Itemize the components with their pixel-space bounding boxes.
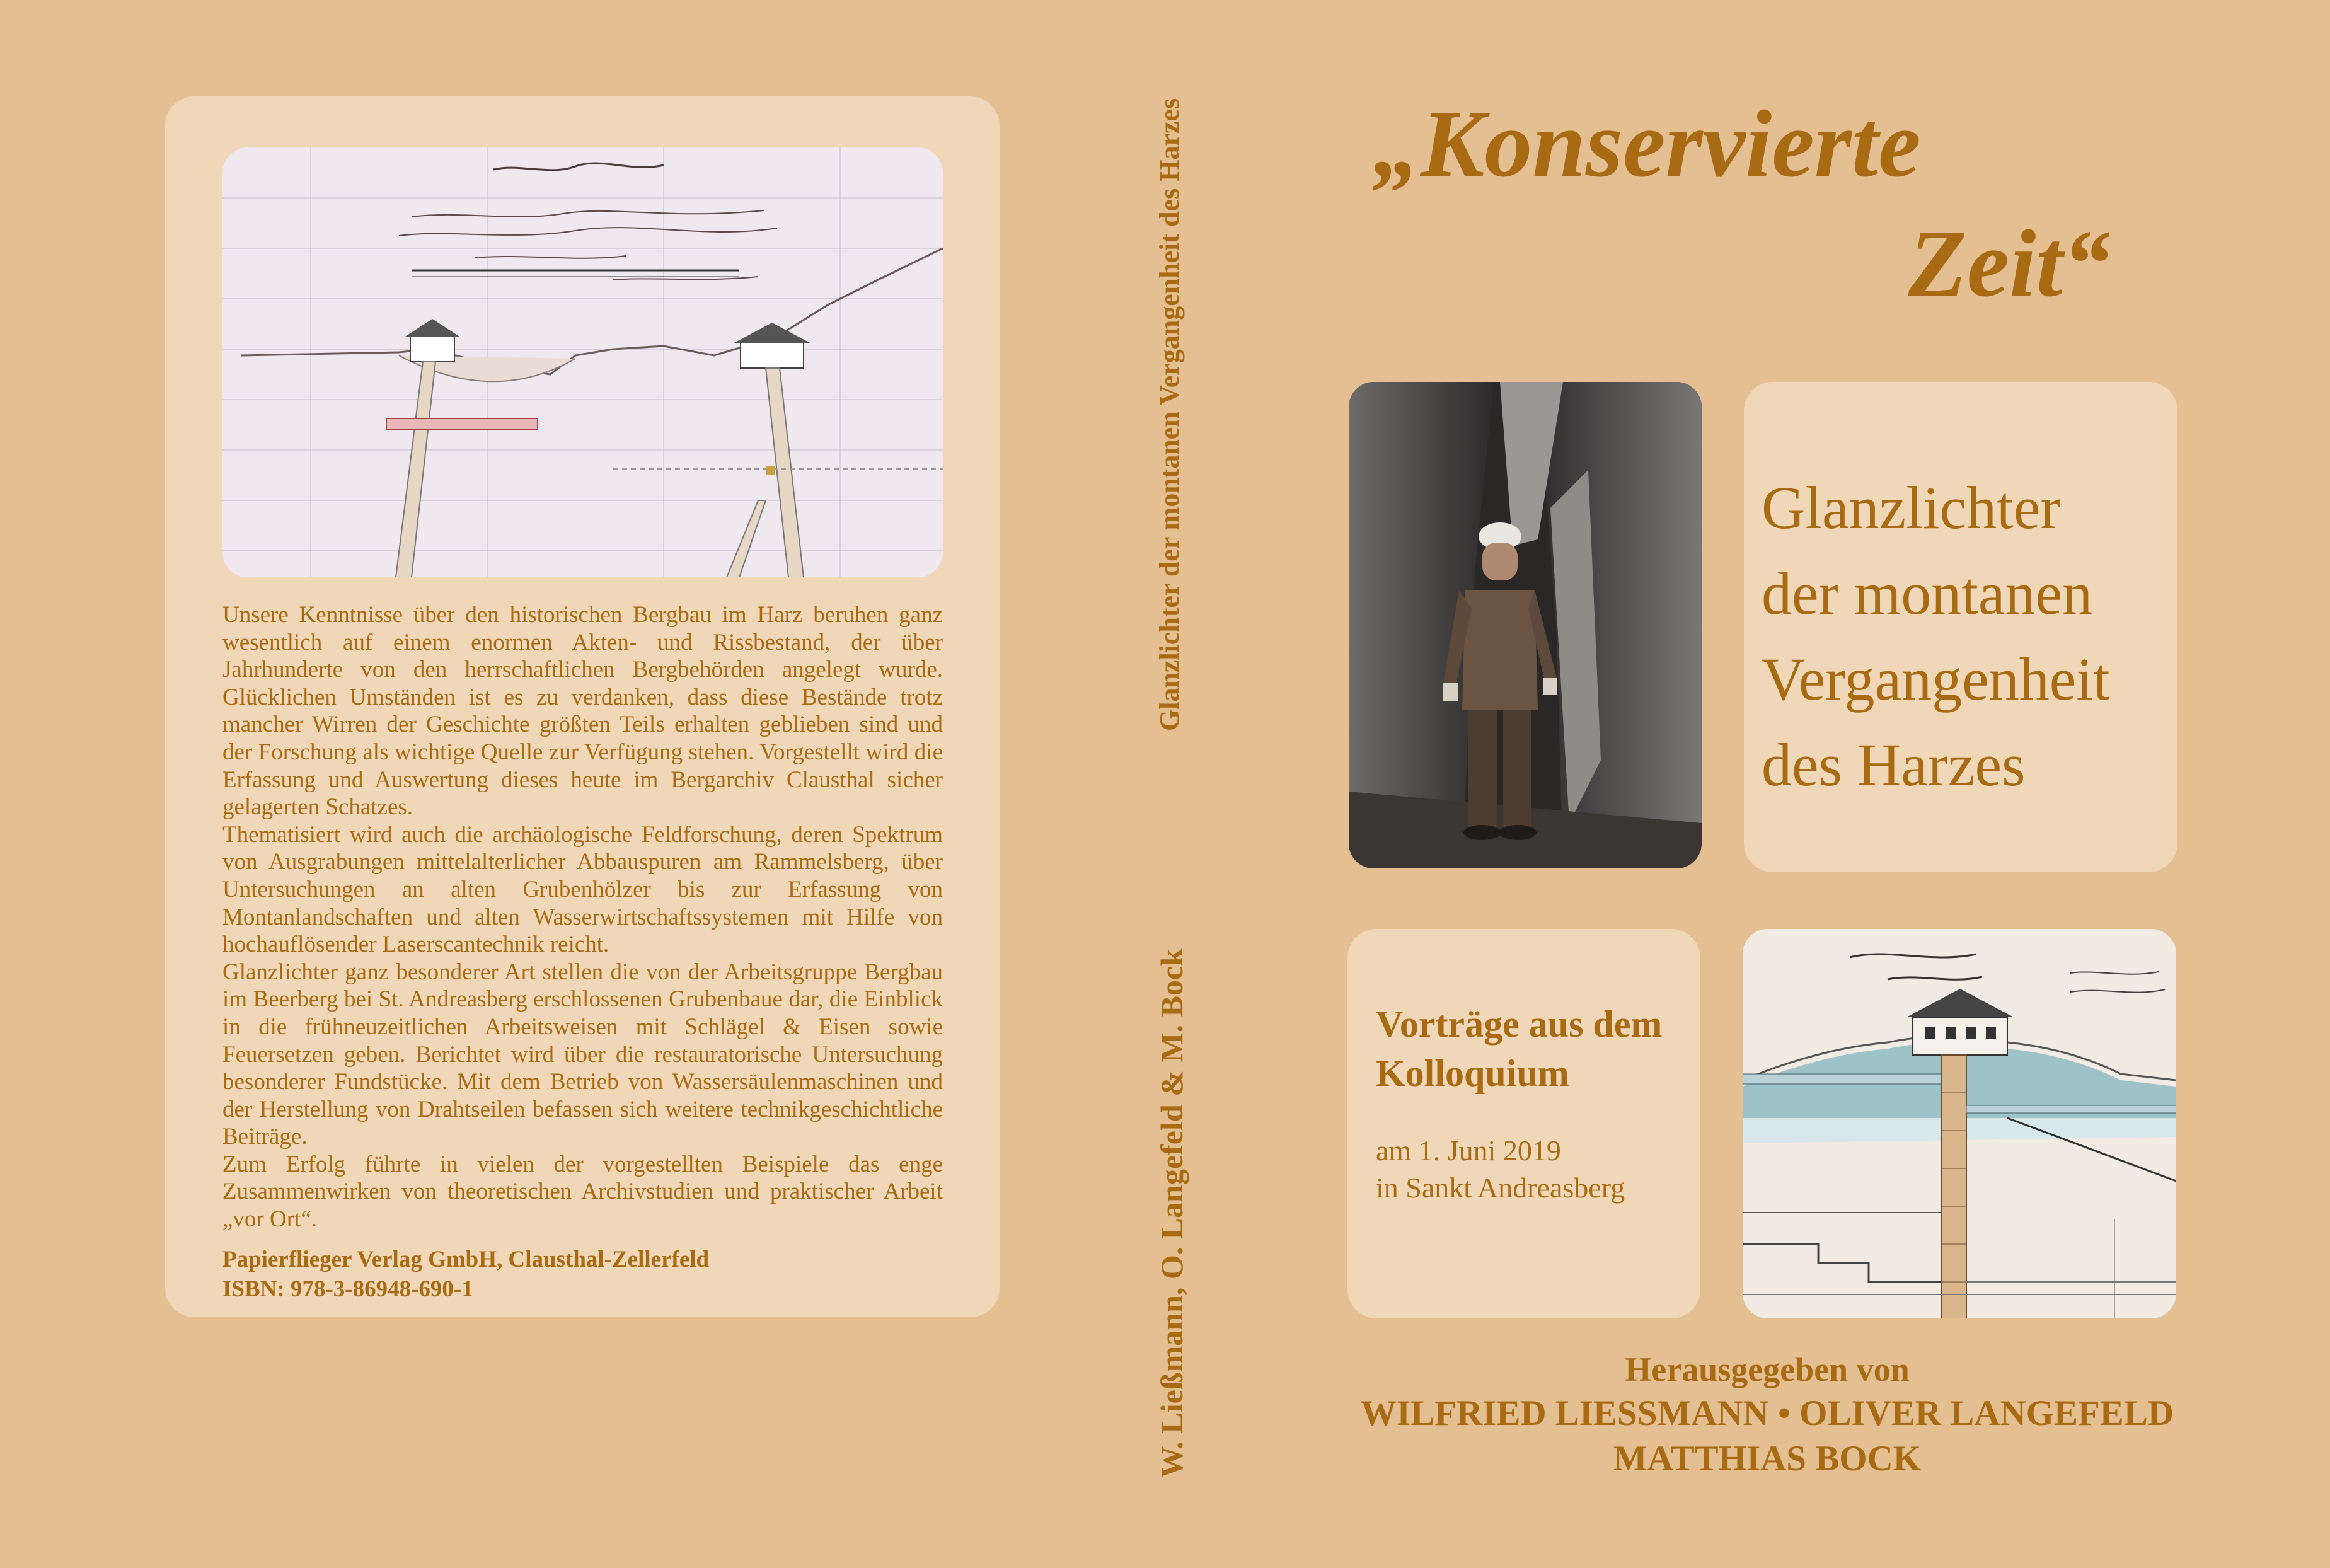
- editors-label: Herausgegeben von: [1625, 1351, 1910, 1388]
- book-title-line-1: „Konservierte: [1373, 91, 1921, 197]
- publisher-name: Papierflieger Verlag GmbH, Clausthal-Zellerfeld: [222, 1247, 710, 1272]
- blurb-paragraph: Glanzlichter ganz besonderer Art stellen die von der Arbeitsgruppe Bergbau im Beerberg bei St. Andreasberg erschlossenen Grubenbaue dar, die Einblick in die frühneuzeitlichen Arbeitsweisen mit Schlägel & Eisen sowie Feuersetzen geben. Berichtet wird über die restauratorische Untersuchung besonderer Fundstücke. Mit dem Betrieb von Wassersäulenmaschinen und der Herstellung von Drahtseilen befassen sich weitere technikgeschichtliche Beiträge.: [222, 959, 943, 1150]
- historic-mine-profile-drawing: [222, 147, 943, 577]
- miner-in-tunnel-photo: [1349, 382, 1702, 868]
- book-subtitle: [1762, 465, 2171, 808]
- colloquium-date-line: am 1. Juni 2019: [1376, 1134, 1561, 1167]
- subtitle-line: der montanen: [1762, 560, 2093, 627]
- spine-title: Glanzlichter der montanen Vergangenheit des Harzes: [1154, 98, 1185, 731]
- subtitle-line: Glanzlichter: [1762, 474, 2061, 541]
- back-cover-blurb: [222, 601, 943, 1233]
- blurb-paragraph: Zum Erfolg führte in vielen der vorgestellten Beispiele das enge Zusammenwirken von theoretischen Archivstudien und praktischer Arbeit „vor Ort“.: [222, 1151, 943, 1233]
- publisher-block: [222, 1245, 943, 1304]
- editors-names: WILFRIED LIESSMANN • OLIVER LANGEFELD: [1360, 1393, 2174, 1433]
- editors-names: MATTHIAS BOCK: [1613, 1439, 1922, 1479]
- blurb-paragraph: Unsere Kenntnisse über den historischen Bergbau im Harz beruhen ganz wesentlich auf einem enormen Akten- und Rissbestand, der über Jahrhunderte von den herrschaftlichen Bergbehörden angelegt wurde. Glücklichen Umständen ist es zu verdanken, dass diese Bestände trotz mancher Wirren der Geschichte größten Teils erhalten geblieben sind und der Forschung als wichtige Quelle zur Verfügung stehen. Vorgestellt wird die Erfassung und Auswertung dieses heute im Bergarchiv Clausthal sicher gelagerten Schatzes.: [222, 602, 943, 821]
- colloquium-title-line: Kolloquium: [1376, 1052, 1569, 1094]
- blurb-paragraph: Thematisiert wird auch die archäologische Feldforschung, deren Spektrum von Ausgrabungen mittelalterlicher Abbauspuren am Rammelsberg, über Untersuchungen an alten Grubenhölzer bis zur Erfassung von Montanlandschaften und alten Wasserwirtschaftssystemen mit Hilfe von hochauflösender Laserscantechnik reicht.: [222, 821, 943, 958]
- colloquium-title-line: Vorträge aus dem: [1376, 1003, 1663, 1045]
- colloquium-title: [1376, 1000, 1691, 1098]
- colloquium-location-line: in Sankt Andreasberg: [1376, 1172, 1625, 1204]
- subtitle-line: Vergangenheit: [1762, 645, 2110, 713]
- isbn: ISBN: 978-3-86948-690-1: [222, 1276, 473, 1302]
- colloquium-date: [1376, 1132, 1691, 1206]
- historic-shaft-drawing: [1743, 929, 2176, 1318]
- book-title-line-2: Zeit“: [1908, 210, 2111, 316]
- subtitle-line: des Harzes: [1762, 731, 2026, 798]
- spine-authors: W. Ließmann, O. Langefeld & M. Bock: [1154, 948, 1189, 1478]
- colloquium-panel: [1347, 929, 1700, 1318]
